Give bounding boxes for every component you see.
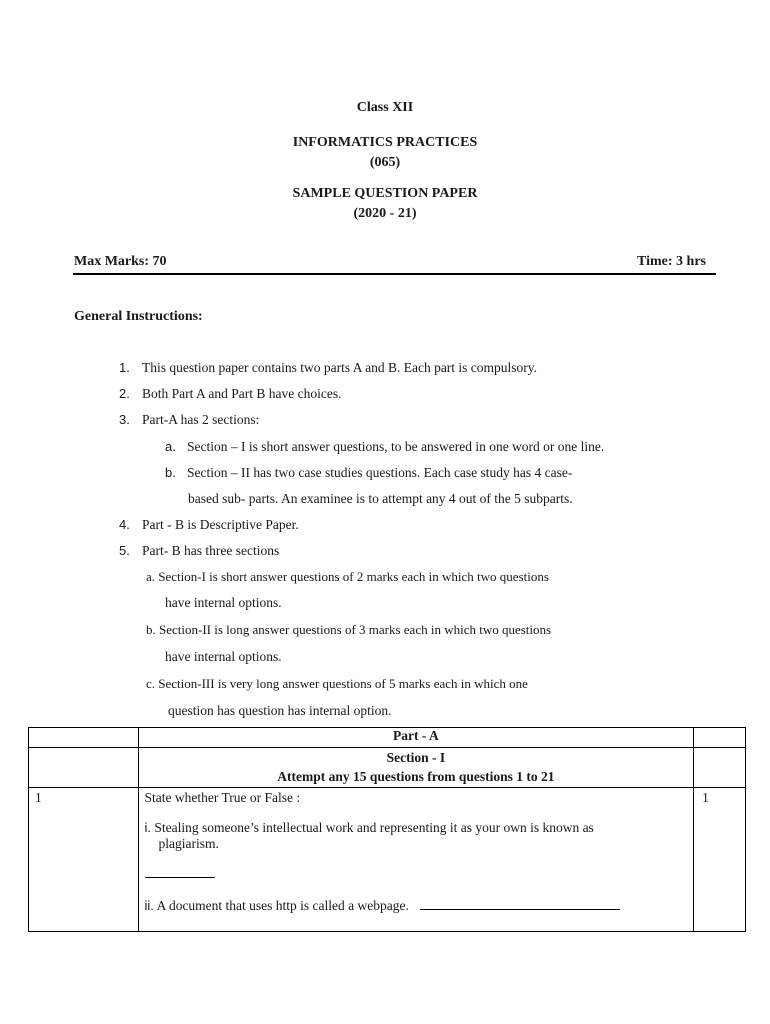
question-table bbox=[28, 727, 746, 932]
answer-blank-line bbox=[420, 909, 620, 910]
instruction-3b bbox=[165, 465, 573, 480]
instruction-number: 5. bbox=[119, 543, 130, 558]
instruction-4 bbox=[119, 517, 299, 532]
instruction-5c-cont: question has question has internal option. bbox=[168, 703, 392, 718]
instruction-text: Part - B is Descriptive Paper. bbox=[142, 517, 299, 532]
table-cell bbox=[694, 728, 746, 748]
instruction-number: 3. bbox=[119, 412, 130, 427]
item-marker: ii. bbox=[144, 898, 154, 913]
instruction-3 bbox=[119, 412, 260, 427]
instruction-letter: b. bbox=[165, 465, 176, 480]
answer-blank-line bbox=[145, 877, 215, 878]
instruction-number: 4. bbox=[119, 517, 130, 532]
question-item-ii bbox=[145, 898, 694, 914]
item-text: Stealing someone’s intellectual work and representing it as your own is known as bbox=[154, 820, 594, 835]
question-number: 1 bbox=[29, 788, 139, 932]
instruction-5a-cont: have internal options. bbox=[165, 595, 282, 610]
item-marker: i. bbox=[144, 820, 152, 835]
table-row bbox=[29, 748, 746, 788]
session: (2020 - 21) bbox=[353, 206, 417, 221]
instruction-number: 1. bbox=[119, 360, 130, 375]
instruction-text: Both Part A and Part B have choices. bbox=[142, 386, 342, 401]
section-heading-cell bbox=[138, 748, 694, 788]
instruction-5b: b. Section-II is long answer questions of 3 marks each in which two questions bbox=[146, 622, 552, 637]
paper-type: SAMPLE QUESTION PAPER bbox=[292, 186, 478, 201]
instruction-text: Section – I is short answer questions, to be answered in one word or one line. bbox=[187, 439, 605, 454]
time-allowed: Time: 3 hrs bbox=[637, 254, 706, 269]
answer-blank-i bbox=[145, 866, 694, 882]
question-marks: 1 bbox=[694, 788, 746, 932]
subject-title: INFORMATICS PRACTICES bbox=[292, 135, 478, 150]
instruction-3a bbox=[165, 439, 605, 454]
instruction-text: This question paper contains two parts A and B. Each part is compulsory. bbox=[142, 360, 538, 375]
instruction-3b-cont: based sub- parts. An examinee is to attempt any 4 out of the 5 subparts. bbox=[188, 491, 573, 506]
header-divider bbox=[73, 273, 716, 275]
part-heading: Part - A bbox=[138, 728, 694, 748]
max-marks: Max Marks: 70 bbox=[74, 254, 167, 269]
table-cell bbox=[29, 748, 139, 788]
instruction-letter: a. bbox=[165, 439, 176, 454]
attempt-instruction: Attempt any 15 questions from questions 1 to 21 bbox=[277, 769, 555, 784]
table-row bbox=[29, 728, 746, 748]
class-line: Class XII bbox=[356, 100, 414, 115]
question-prompt: State whether True or False : bbox=[144, 790, 301, 805]
instruction-text: Section – II has two case studies questions. Each case study has 4 case- bbox=[187, 465, 573, 480]
instruction-5 bbox=[119, 543, 280, 558]
instruction-2 bbox=[119, 386, 342, 401]
instructions-title: General Instructions: bbox=[74, 309, 203, 324]
instruction-number: 2. bbox=[119, 386, 130, 401]
instruction-1 bbox=[119, 360, 538, 375]
question-item-i bbox=[145, 820, 694, 836]
table-cell bbox=[29, 728, 139, 748]
instruction-5b-cont: have internal options. bbox=[165, 649, 282, 664]
question-item-i-cont: plagiarism. bbox=[158, 836, 219, 851]
item-text: A document that uses http is called a webpage. bbox=[156, 898, 409, 913]
section-heading: Section - I bbox=[386, 750, 446, 765]
instruction-5a: a. Section-I is short answer questions of 2 marks each in which two questions bbox=[146, 569, 549, 584]
subject-code: (065) bbox=[369, 155, 401, 170]
instruction-5c: c. Section-III is very long answer questions of 5 marks each in which one bbox=[146, 676, 528, 691]
instruction-text: Part- B has three sections bbox=[142, 543, 280, 558]
question-body bbox=[138, 788, 694, 932]
table-cell bbox=[694, 748, 746, 788]
table-row bbox=[29, 788, 746, 932]
instruction-text: Part-A has 2 sections: bbox=[142, 412, 260, 427]
